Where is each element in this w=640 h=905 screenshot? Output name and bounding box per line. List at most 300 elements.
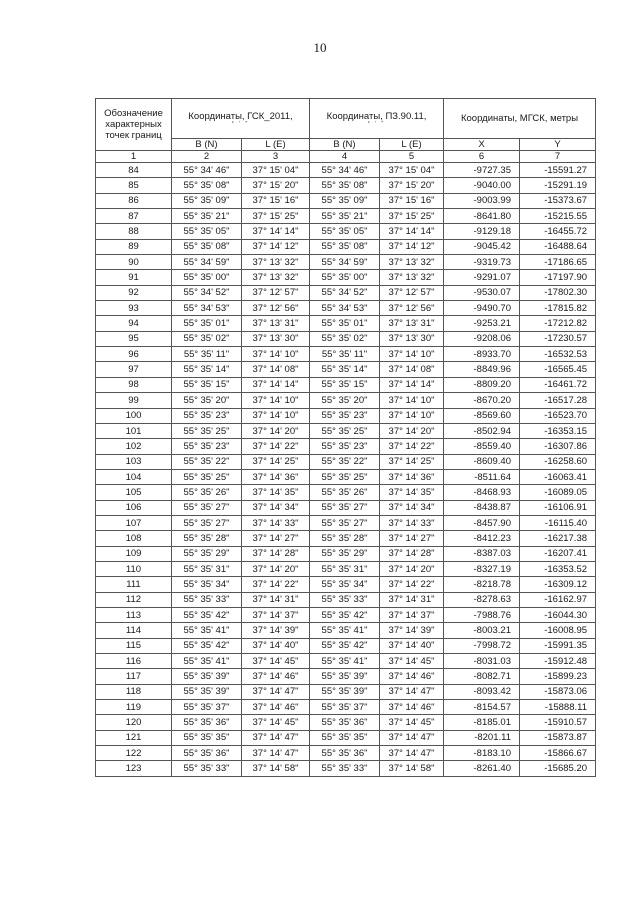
cell-gsk-b: 55° 35' 35" xyxy=(172,730,242,745)
cell-mgsk-y: -15685.20 xyxy=(520,761,596,776)
table-row xyxy=(96,193,596,208)
cell-mgsk-x: -8849.96 xyxy=(444,362,520,377)
table-row xyxy=(96,577,596,592)
table-row xyxy=(96,638,596,653)
cell-gsk-b: 55° 35' 41" xyxy=(172,654,242,669)
table-row xyxy=(96,684,596,699)
cell-mgsk-y: -17802.30 xyxy=(520,285,596,300)
cell-gsk-b: 55° 35' 11" xyxy=(172,347,242,362)
cell-gsk-l: 37° 13' 30" xyxy=(242,331,310,346)
column-number-1: 1 xyxy=(96,151,172,163)
table-row xyxy=(96,485,596,500)
cell-point-id: 123 xyxy=(96,761,172,776)
cell-mgsk-y: -16217.38 xyxy=(520,531,596,546)
cell-pz-l: 37° 14' 47" xyxy=(380,730,444,745)
table-body xyxy=(96,163,596,777)
cell-gsk-l: 37° 14' 12" xyxy=(242,239,310,254)
cell-gsk-l: 37° 14' 22" xyxy=(242,577,310,592)
cell-gsk-l: 37° 14' 10" xyxy=(242,408,310,423)
cell-pz-b: 55° 35' 25" xyxy=(310,423,380,438)
cell-mgsk-x: -8468.93 xyxy=(444,485,520,500)
cell-point-id: 101 xyxy=(96,423,172,438)
cell-gsk-b: 55° 35' 00" xyxy=(172,270,242,285)
cell-pz-b: 55° 35' 08" xyxy=(310,239,380,254)
table-row xyxy=(96,531,596,546)
cell-gsk-b: 55° 35' 37" xyxy=(172,700,242,715)
cell-pz-b: 55° 34' 53" xyxy=(310,301,380,316)
table-row xyxy=(96,669,596,684)
cell-point-id: 116 xyxy=(96,654,172,669)
cell-gsk-l: 37° 14' 33" xyxy=(242,515,310,530)
cell-mgsk-y: -16115.40 xyxy=(520,515,596,530)
table-row xyxy=(96,377,596,392)
table-row xyxy=(96,178,596,193)
cell-mgsk-y: -17197.90 xyxy=(520,270,596,285)
cell-mgsk-x: -8559.40 xyxy=(444,439,520,454)
cell-point-id: 97 xyxy=(96,362,172,377)
cell-pz-b: 55° 35' 42" xyxy=(310,638,380,653)
cell-mgsk-x: -8278.63 xyxy=(444,592,520,607)
cell-mgsk-x: -8093.42 xyxy=(444,684,520,699)
cell-pz-b: 55° 35' 15" xyxy=(310,377,380,392)
cell-gsk-l: 37° 14' 47" xyxy=(242,730,310,745)
cell-mgsk-y: -15866.67 xyxy=(520,746,596,761)
cell-gsk-l: 37° 14' 36" xyxy=(242,469,310,484)
cell-pz-b: 55° 35' 27" xyxy=(310,515,380,530)
cell-pz-l: 37° 14' 28" xyxy=(380,546,444,561)
cell-gsk-l: 37° 14' 31" xyxy=(242,592,310,607)
table-row xyxy=(96,715,596,730)
cell-gsk-l: 37° 15' 20" xyxy=(242,178,310,193)
cell-mgsk-y: -16089.05 xyxy=(520,485,596,500)
cell-mgsk-x: -8670.20 xyxy=(444,393,520,408)
table-row xyxy=(96,423,596,438)
table-row xyxy=(96,163,596,178)
cell-mgsk-y: -15591.27 xyxy=(520,163,596,178)
cell-mgsk-x: -8809.20 xyxy=(444,377,520,392)
cell-gsk-b: 55° 35' 39" xyxy=(172,669,242,684)
cell-gsk-l: 37° 14' 47" xyxy=(242,684,310,699)
cell-gsk-l: 37° 14' 25" xyxy=(242,454,310,469)
column-number-4: 4 xyxy=(310,151,380,163)
table-row xyxy=(96,239,596,254)
cell-mgsk-y: -17815.82 xyxy=(520,301,596,316)
cell-pz-b: 55° 35' 08" xyxy=(310,178,380,193)
cell-gsk-l: 37° 14' 34" xyxy=(242,500,310,515)
cell-point-id: 118 xyxy=(96,684,172,699)
cell-gsk-l: 37° 14' 46" xyxy=(242,700,310,715)
cell-gsk-b: 55° 34' 53" xyxy=(172,301,242,316)
cell-pz-l: 37° 14' 25" xyxy=(380,454,444,469)
cell-pz-b: 55° 35' 27" xyxy=(310,500,380,515)
table-row xyxy=(96,347,596,362)
cell-gsk-b: 55° 35' 27" xyxy=(172,500,242,515)
cell-pz-l: 37° 14' 45" xyxy=(380,715,444,730)
cell-pz-l: 37° 14' 10" xyxy=(380,393,444,408)
cell-pz-l: 37° 14' 37" xyxy=(380,607,444,622)
cell-gsk-l: 37° 14' 37" xyxy=(242,607,310,622)
cell-mgsk-x: -8569.60 xyxy=(444,408,520,423)
cell-pz-l: 37° 14' 39" xyxy=(380,623,444,638)
cell-point-id: 91 xyxy=(96,270,172,285)
cell-mgsk-y: -15899.23 xyxy=(520,669,596,684)
cell-point-id: 114 xyxy=(96,623,172,638)
column-number-3: 3 xyxy=(242,151,310,163)
header-point-designation: Обозначение характерных точек границ xyxy=(96,99,172,151)
cell-mgsk-x: -9129.18 xyxy=(444,224,520,239)
cell-mgsk-y: -16307.86 xyxy=(520,439,596,454)
table-row xyxy=(96,561,596,576)
cell-pz-b: 55° 35' 21" xyxy=(310,209,380,224)
cell-gsk-b: 55° 35' 34" xyxy=(172,577,242,592)
cell-pz-l: 37° 14' 14" xyxy=(380,377,444,392)
table-row xyxy=(96,546,596,561)
cell-pz-b: 55° 35' 39" xyxy=(310,684,380,699)
cell-point-id: 106 xyxy=(96,500,172,515)
cell-gsk-b: 55° 35' 42" xyxy=(172,607,242,622)
cell-pz-b: 55° 35' 11" xyxy=(310,347,380,362)
cell-gsk-l: 37° 14' 27" xyxy=(242,531,310,546)
cell-point-id: 117 xyxy=(96,669,172,684)
cell-gsk-b: 55° 35' 36" xyxy=(172,746,242,761)
cell-gsk-b: 55° 35' 26" xyxy=(172,485,242,500)
cell-mgsk-x: -9040.00 xyxy=(444,178,520,193)
cell-gsk-l: 37° 12' 56" xyxy=(242,301,310,316)
cell-point-id: 112 xyxy=(96,592,172,607)
cell-gsk-b: 55° 35' 02" xyxy=(172,331,242,346)
cell-mgsk-y: -16044.30 xyxy=(520,607,596,622)
cell-pz-l: 37° 14' 10" xyxy=(380,408,444,423)
cell-mgsk-x: -9291.07 xyxy=(444,270,520,285)
cell-pz-l: 37° 14' 14" xyxy=(380,224,444,239)
cell-gsk-b: 55° 35' 05" xyxy=(172,224,242,239)
cell-mgsk-x: -8218.78 xyxy=(444,577,520,592)
header-gsk-2011-units: ° ′ ″ xyxy=(231,120,250,127)
cell-mgsk-y: -16565.45 xyxy=(520,362,596,377)
cell-point-id: 100 xyxy=(96,408,172,423)
cell-pz-b: 55° 35' 33" xyxy=(310,592,380,607)
subheader-pz-b: B (N) xyxy=(310,139,380,151)
cell-gsk-l: 37° 14' 08" xyxy=(242,362,310,377)
column-number-7: 7 xyxy=(520,151,596,163)
cell-pz-l: 37° 14' 46" xyxy=(380,700,444,715)
cell-mgsk-y: -17186.65 xyxy=(520,255,596,270)
cell-mgsk-y: -17212.82 xyxy=(520,316,596,331)
cell-mgsk-y: -15888.11 xyxy=(520,700,596,715)
cell-pz-l: 37° 14' 22" xyxy=(380,439,444,454)
cell-gsk-b: 55° 35' 20" xyxy=(172,393,242,408)
cell-gsk-b: 55° 35' 15" xyxy=(172,377,242,392)
cell-gsk-b: 55° 35' 31" xyxy=(172,561,242,576)
cell-gsk-b: 55° 35' 25" xyxy=(172,469,242,484)
cell-point-id: 108 xyxy=(96,531,172,546)
cell-pz-l: 37° 14' 47" xyxy=(380,684,444,699)
cell-point-id: 89 xyxy=(96,239,172,254)
cell-gsk-l: 37° 14' 20" xyxy=(242,423,310,438)
cell-pz-l: 37° 14' 33" xyxy=(380,515,444,530)
cell-gsk-l: 37° 15' 25" xyxy=(242,209,310,224)
cell-mgsk-x: -8502.94 xyxy=(444,423,520,438)
cell-pz-b: 55° 35' 09" xyxy=(310,193,380,208)
cell-pz-b: 55° 34' 52" xyxy=(310,285,380,300)
column-number-2: 2 xyxy=(172,151,242,163)
subheader-mgsk-y: Y xyxy=(520,139,596,151)
cell-pz-b: 55° 35' 26" xyxy=(310,485,380,500)
cell-gsk-b: 55° 35' 21" xyxy=(172,209,242,224)
cell-pz-b: 55° 35' 25" xyxy=(310,469,380,484)
cell-point-id: 94 xyxy=(96,316,172,331)
subheader-pz-l: L (E) xyxy=(380,139,444,151)
cell-gsk-b: 55° 35' 39" xyxy=(172,684,242,699)
cell-point-id: 99 xyxy=(96,393,172,408)
cell-pz-l: 37° 13' 32" xyxy=(380,255,444,270)
cell-gsk-l: 37° 14' 39" xyxy=(242,623,310,638)
cell-point-id: 109 xyxy=(96,546,172,561)
cell-mgsk-x: -8412.23 xyxy=(444,531,520,546)
cell-mgsk-x: -8003.21 xyxy=(444,623,520,638)
cell-pz-b: 55° 35' 14" xyxy=(310,362,380,377)
cell-pz-b: 55° 35' 39" xyxy=(310,669,380,684)
subheader-gsk-b: B (N) xyxy=(172,139,242,151)
cell-mgsk-y: -16353.52 xyxy=(520,561,596,576)
header-mgsk: Координаты, МГСК, метры xyxy=(444,99,596,139)
cell-point-id: 107 xyxy=(96,515,172,530)
cell-mgsk-x: -8183.10 xyxy=(444,746,520,761)
cell-point-id: 113 xyxy=(96,607,172,622)
cell-point-id: 115 xyxy=(96,638,172,653)
cell-mgsk-x: -7988.76 xyxy=(444,607,520,622)
cell-pz-l: 37° 14' 20" xyxy=(380,561,444,576)
table-row xyxy=(96,316,596,331)
cell-pz-l: 37° 13' 30" xyxy=(380,331,444,346)
cell-mgsk-x: -8154.57 xyxy=(444,700,520,715)
cell-mgsk-y: -15215.55 xyxy=(520,209,596,224)
cell-pz-l: 37° 14' 45" xyxy=(380,654,444,669)
table-row xyxy=(96,469,596,484)
cell-pz-l: 37° 14' 27" xyxy=(380,531,444,546)
cell-point-id: 84 xyxy=(96,163,172,178)
cell-pz-b: 55° 35' 23" xyxy=(310,439,380,454)
table-row xyxy=(96,439,596,454)
cell-pz-b: 55° 34' 46" xyxy=(310,163,380,178)
cell-mgsk-x: -8511.64 xyxy=(444,469,520,484)
cell-gsk-l: 37° 14' 40" xyxy=(242,638,310,653)
cell-point-id: 119 xyxy=(96,700,172,715)
cell-pz-l: 37° 14' 22" xyxy=(380,577,444,592)
cell-mgsk-x: -8327.19 xyxy=(444,561,520,576)
cell-pz-b: 55° 35' 42" xyxy=(310,607,380,622)
cell-gsk-l: 37° 14' 14" xyxy=(242,377,310,392)
table-row xyxy=(96,700,596,715)
cell-pz-l: 37° 13' 31" xyxy=(380,316,444,331)
cell-mgsk-y: -15373.67 xyxy=(520,193,596,208)
cell-gsk-b: 55° 35' 27" xyxy=(172,515,242,530)
cell-pz-l: 37° 13' 32" xyxy=(380,270,444,285)
coordinates-table xyxy=(95,98,596,777)
table-row xyxy=(96,623,596,638)
cell-pz-l: 37° 12' 56" xyxy=(380,301,444,316)
cell-point-id: 105 xyxy=(96,485,172,500)
cell-mgsk-y: -16353.15 xyxy=(520,423,596,438)
cell-gsk-l: 37° 14' 14" xyxy=(242,224,310,239)
cell-mgsk-x: -8438.87 xyxy=(444,500,520,515)
cell-point-id: 122 xyxy=(96,746,172,761)
cell-gsk-b: 55° 35' 41" xyxy=(172,623,242,638)
cell-gsk-b: 55° 35' 36" xyxy=(172,715,242,730)
cell-mgsk-x: -8641.80 xyxy=(444,209,520,224)
header-pz-90-11 xyxy=(310,99,444,139)
cell-mgsk-x: -9490.70 xyxy=(444,301,520,316)
cell-gsk-b: 55° 35' 25" xyxy=(172,423,242,438)
column-number-6: 6 xyxy=(444,151,520,163)
table-row xyxy=(96,607,596,622)
cell-gsk-l: 37° 14' 20" xyxy=(242,561,310,576)
header-pz-90-11-units: ° ′ ″ xyxy=(367,120,386,127)
cell-mgsk-y: -15910.57 xyxy=(520,715,596,730)
cell-mgsk-y: -15873.06 xyxy=(520,684,596,699)
cell-gsk-l: 37° 13' 32" xyxy=(242,255,310,270)
table-row xyxy=(96,592,596,607)
cell-gsk-l: 37° 14' 46" xyxy=(242,669,310,684)
header-gsk-2011 xyxy=(172,99,310,139)
table-row xyxy=(96,224,596,239)
cell-mgsk-y: -15991.35 xyxy=(520,638,596,653)
cell-gsk-b: 55° 35' 14" xyxy=(172,362,242,377)
cell-point-id: 103 xyxy=(96,454,172,469)
cell-point-id: 102 xyxy=(96,439,172,454)
cell-gsk-b: 55° 35' 22" xyxy=(172,454,242,469)
cell-gsk-b: 55° 35' 28" xyxy=(172,531,242,546)
table-row xyxy=(96,393,596,408)
cell-mgsk-x: -8933.70 xyxy=(444,347,520,362)
cell-pz-b: 55° 35' 20" xyxy=(310,393,380,408)
cell-gsk-l: 37° 13' 31" xyxy=(242,316,310,331)
cell-pz-l: 37° 15' 20" xyxy=(380,178,444,193)
cell-gsk-b: 55° 35' 23" xyxy=(172,439,242,454)
cell-pz-b: 55° 35' 00" xyxy=(310,270,380,285)
cell-gsk-l: 37° 14' 35" xyxy=(242,485,310,500)
table-row xyxy=(96,301,596,316)
cell-gsk-l: 37° 15' 04" xyxy=(242,163,310,178)
cell-pz-b: 55° 35' 33" xyxy=(310,761,380,776)
cell-point-id: 104 xyxy=(96,469,172,484)
cell-pz-b: 55° 34' 59" xyxy=(310,255,380,270)
cell-point-id: 88 xyxy=(96,224,172,239)
cell-pz-l: 37° 14' 36" xyxy=(380,469,444,484)
cell-point-id: 93 xyxy=(96,301,172,316)
cell-gsk-l: 37° 14' 22" xyxy=(242,439,310,454)
cell-mgsk-x: -9253.21 xyxy=(444,316,520,331)
table-row xyxy=(96,515,596,530)
cell-gsk-b: 55° 35' 09" xyxy=(172,193,242,208)
cell-gsk-b: 55° 35' 33" xyxy=(172,761,242,776)
cell-gsk-b: 55° 35' 08" xyxy=(172,178,242,193)
cell-mgsk-x: -8609.40 xyxy=(444,454,520,469)
cell-pz-b: 55° 35' 37" xyxy=(310,700,380,715)
cell-point-id: 110 xyxy=(96,561,172,576)
cell-mgsk-y: -16309.12 xyxy=(520,577,596,592)
cell-pz-l: 37° 14' 08" xyxy=(380,362,444,377)
table-row xyxy=(96,500,596,515)
cell-mgsk-y: -15912.48 xyxy=(520,654,596,669)
table-row xyxy=(96,654,596,669)
cell-mgsk-x: -8185.01 xyxy=(444,715,520,730)
cell-gsk-b: 55° 34' 52" xyxy=(172,285,242,300)
cell-pz-l: 37° 14' 46" xyxy=(380,669,444,684)
table-row xyxy=(96,331,596,346)
table-row xyxy=(96,285,596,300)
cell-mgsk-y: -16523.70 xyxy=(520,408,596,423)
cell-gsk-l: 37° 14' 10" xyxy=(242,393,310,408)
cell-pz-b: 55° 35' 01" xyxy=(310,316,380,331)
cell-pz-b: 55° 35' 41" xyxy=(310,654,380,669)
cell-point-id: 86 xyxy=(96,193,172,208)
table-row xyxy=(96,255,596,270)
cell-mgsk-x: -9319.73 xyxy=(444,255,520,270)
cell-pz-l: 37° 14' 35" xyxy=(380,485,444,500)
cell-pz-b: 55° 35' 34" xyxy=(310,577,380,592)
cell-mgsk-y: -16106.91 xyxy=(520,500,596,515)
cell-mgsk-y: -16488.64 xyxy=(520,239,596,254)
cell-mgsk-y: -16455.72 xyxy=(520,224,596,239)
cell-pz-l: 37° 15' 25" xyxy=(380,209,444,224)
cell-mgsk-x: -8201.11 xyxy=(444,730,520,745)
cell-pz-b: 55° 35' 36" xyxy=(310,715,380,730)
table-row xyxy=(96,761,596,776)
cell-gsk-b: 55° 35' 29" xyxy=(172,546,242,561)
cell-mgsk-y: -16461.72 xyxy=(520,377,596,392)
header-gsk-2011-title: Координаты, ГСК_2011, xyxy=(188,110,293,122)
cell-point-id: 90 xyxy=(96,255,172,270)
table-row xyxy=(96,209,596,224)
cell-mgsk-y: -16207.41 xyxy=(520,546,596,561)
cell-mgsk-x: -9003.99 xyxy=(444,193,520,208)
cell-point-id: 98 xyxy=(96,377,172,392)
table-row xyxy=(96,454,596,469)
cell-mgsk-x: -9530.07 xyxy=(444,285,520,300)
cell-gsk-l: 37° 12' 57" xyxy=(242,285,310,300)
cell-mgsk-y: -16532.53 xyxy=(520,347,596,362)
cell-pz-l: 37° 14' 58" xyxy=(380,761,444,776)
cell-mgsk-y: -17230.57 xyxy=(520,331,596,346)
cell-gsk-b: 55° 35' 42" xyxy=(172,638,242,653)
cell-pz-b: 55° 35' 23" xyxy=(310,408,380,423)
cell-point-id: 111 xyxy=(96,577,172,592)
cell-gsk-l: 37° 14' 47" xyxy=(242,746,310,761)
cell-pz-l: 37° 14' 12" xyxy=(380,239,444,254)
table-row xyxy=(96,746,596,761)
cell-gsk-b: 55° 35' 23" xyxy=(172,408,242,423)
cell-gsk-b: 55° 35' 08" xyxy=(172,239,242,254)
cell-mgsk-x: -9727.35 xyxy=(444,163,520,178)
cell-pz-l: 37° 14' 31" xyxy=(380,592,444,607)
cell-mgsk-y: -16063.41 xyxy=(520,469,596,484)
table-row xyxy=(96,362,596,377)
subheader-gsk-l: L (E) xyxy=(242,139,310,151)
cell-pz-b: 55° 35' 31" xyxy=(310,561,380,576)
cell-pz-l: 37° 15' 04" xyxy=(380,163,444,178)
cell-pz-l: 37° 14' 34" xyxy=(380,500,444,515)
subheader-mgsk-x: X xyxy=(444,139,520,151)
table-row xyxy=(96,270,596,285)
cell-point-id: 92 xyxy=(96,285,172,300)
page-number: 10 xyxy=(313,40,327,55)
cell-pz-b: 55° 35' 28" xyxy=(310,531,380,546)
cell-mgsk-x: -9045.42 xyxy=(444,239,520,254)
cell-mgsk-y: -16517.28 xyxy=(520,393,596,408)
cell-gsk-b: 55° 35' 33" xyxy=(172,592,242,607)
cell-point-id: 121 xyxy=(96,730,172,745)
